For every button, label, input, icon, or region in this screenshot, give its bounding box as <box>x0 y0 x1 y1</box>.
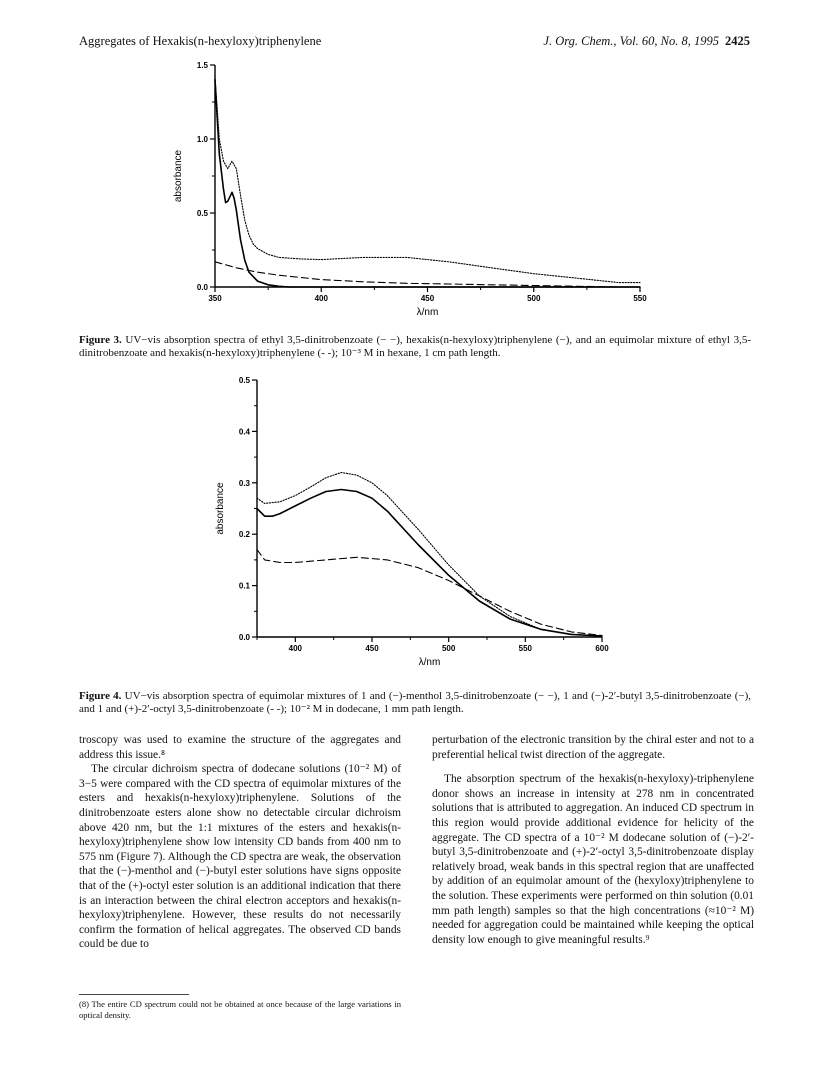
figure-4-label: Figure 4. <box>79 690 122 702</box>
x-tick-label: 350 <box>208 294 222 303</box>
figure-3-caption <box>79 334 751 360</box>
left-paragraph-2: The circular dichroism spectra of dodecane solutions (10⁻² M) of 3−5 were compared with the CD spectra of equimolar mixtures of the esters and hexakis(n-hexyloxy)triphenylene. Solutions of the dinitrobenzoate esters alone show no detectable circular dichroism above 420 nm, but the 1:1 mixtures of the esters and hexakis(n-hexyloxy)triphenylene show low intensity CD bands from 400 nm to 575 nm (Figure 7). Although the CD spectra are weak, the observation that the (−)-menthol and (−)-butyl ester solutions have signs opposite that of the (+)-octyl ester solution is an additional indication that there is an interaction between the chiral electron acceptors and hexakis(n-hexyloxy)triphenylene. However, these results do not necessarily confirm the formation of helical aggregates. The observed CD bands could be due to <box>79 763 401 951</box>
series-dotted-line <box>257 473 602 637</box>
y-tick-label: 0.5 <box>238 376 250 385</box>
y-tick-label: 0.5 <box>196 209 208 218</box>
figure-3-caption-text: UV−vis absorption spectra of ethyl 3,5-dinitrobenzoate (− −), hexakis(n-hexyloxy)triphenylene (−), and an equimolar mixture of ethyl 3,5-dinitrobenzoate and hexakis(n-hexyloxy)triphenylene (- -); 10⁻³ M in hexane, 1 cm path length. <box>79 334 751 359</box>
x-axis-label: λ/nm <box>418 657 441 668</box>
figure-3-label: Figure 3. <box>79 334 122 346</box>
series-dashed-line <box>215 262 640 287</box>
x-tick-label: 500 <box>441 644 456 653</box>
citation-text: J. Org. Chem., Vol. 60, No. 8, 1995 <box>543 34 719 48</box>
y-tick-label: 0.0 <box>238 633 250 642</box>
footnote-8: (8) The entire CD spectrum could not be obtained at once because of the large variations in optical density. <box>79 999 401 1020</box>
figure-4-caption-text: UV−vis absorption spectra of equimolar mixtures of 1 and (−)-menthol 3,5-dinitrobenzoate (− −), 1 and (−)-2′-butyl 3,5-dinitrobenzoate (−), and 1 and (+)-2′-octyl 3,5-dinitrobenzoate (- -); 10⁻² M in dodecane, 1 mm path length. <box>79 690 751 715</box>
series-dashed-line <box>257 550 602 636</box>
left-paragraph-1: troscopy was used to examine the structure of the aggregates and address this issue.⁸ <box>79 734 401 761</box>
x-tick-label: 400 <box>314 294 328 303</box>
y-tick-label: 0.0 <box>196 283 208 292</box>
y-tick-label: 0.1 <box>238 581 250 591</box>
y-tick-label: 0.3 <box>238 478 250 488</box>
x-tick-label: 450 <box>365 644 379 653</box>
x-axis-label: λ/nm <box>416 307 439 318</box>
x-tick-label: 500 <box>527 294 541 303</box>
y-tick-label: 0.2 <box>238 530 250 540</box>
series-solid-line <box>215 80 640 287</box>
footnote-rule <box>79 994 189 995</box>
x-tick-label: 600 <box>595 644 609 653</box>
y-tick-label: 1.5 <box>196 61 208 70</box>
series-solid-line <box>257 490 602 637</box>
x-tick-label: 550 <box>633 294 647 303</box>
journal-citation <box>543 34 750 49</box>
left-column <box>79 733 401 952</box>
y-tick-label: 1.0 <box>196 135 208 144</box>
y-tick-label: 0.4 <box>238 427 250 437</box>
figure-4-caption <box>79 690 751 716</box>
page-number: 2425 <box>725 34 750 48</box>
figure-4-chart <box>0 368 827 688</box>
x-tick-label: 550 <box>518 644 533 653</box>
running-head: Aggregates of Hexakis(n-hexyloxy)triphenylene <box>79 34 322 48</box>
x-tick-label: 450 <box>420 294 435 303</box>
right-paragraph-2: The absorption spectrum of the hexakis(n-hexyloxy)-triphenylene donor shows an increase in intensity at 278 nm in concentrated solutions that is attributed to aggregation. An induced CD spectrum in this region would provide additional evidence for helicity of the aggregate. The CD spectra of a 10⁻² M dodecane solution of (−)-2′-butyl 3,5-dinitrobenzoate and (+)-2′-octyl 3,5-dinitrobenzoate display relatively broad, weak bands in this spectral region that are unaffected by addition of an equimolar amount of the (hexyloxy)triphenylene to the solution. These experiments were performed on thin solution (0.01 mm path length) samples so that the high concentrations (≈10⁻² M) needed for aggregation could be maintained while keeping the optical density low enough to give meaningful results.⁹ <box>432 773 754 946</box>
y-axis-label: absorbance <box>215 482 226 535</box>
y-axis-label: absorbance <box>173 149 184 203</box>
x-tick-label: 400 <box>288 644 303 653</box>
series-dotted-line <box>215 77 640 283</box>
right-paragraph-1: perturbation of the electronic transition by the chiral ester and not to a preferential helical twist direction of the aggregate. <box>432 734 754 761</box>
right-column <box>432 733 754 947</box>
